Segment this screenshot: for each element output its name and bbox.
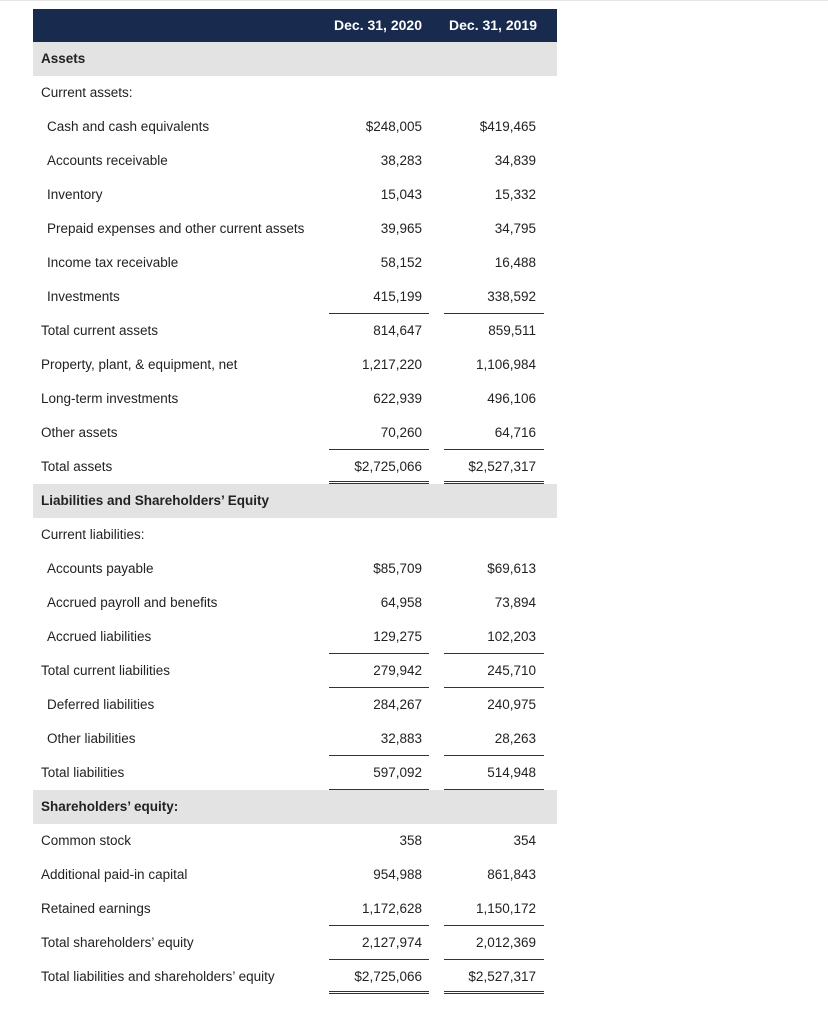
total-rule — [329, 993, 429, 994]
value-2020: $248,005 — [365, 119, 422, 134]
row-label: Accrued liabilities — [47, 629, 152, 644]
row-income-tax-receivable — [33, 246, 557, 280]
section-liabilities-equity — [33, 484, 557, 518]
value-2020: $2,725,066 — [354, 969, 422, 984]
row-label: Cash and cash equivalents — [47, 119, 210, 134]
value-2020: 284,267 — [373, 697, 422, 712]
row-label: Investments — [47, 289, 120, 304]
row-label: Accounts receivable — [47, 153, 168, 168]
value-2019: $2,527,317 — [468, 459, 536, 474]
row-label: Deferred liabilities — [47, 697, 155, 712]
value-2019: $419,465 — [479, 119, 536, 134]
header-dec-2020: Dec. 31, 2020 — [334, 17, 422, 33]
value-2019: $2,527,317 — [468, 969, 536, 984]
row-label: Total liabilities and shareholders’ equity — [41, 969, 275, 984]
value-2020: 415,199 — [373, 289, 422, 304]
header-dec-2019: Dec. 31, 2019 — [449, 17, 537, 33]
value-2019: 1,106,984 — [475, 357, 536, 372]
total-rule — [444, 991, 544, 992]
row-label: Property, plant, & equipment, net — [41, 357, 238, 372]
row-deferred-liabilities — [33, 688, 557, 722]
value-2019: 859,511 — [488, 323, 536, 338]
row-other-liabilities — [33, 722, 557, 756]
row-label: Common stock — [41, 833, 132, 848]
subheader-current-assets — [33, 76, 557, 110]
value-2020: 38,283 — [380, 153, 422, 168]
value-2019: 240,975 — [487, 697, 536, 712]
value-2020: 358 — [399, 833, 422, 848]
row-label: Total current assets — [41, 323, 159, 338]
value-2020: 39,965 — [380, 221, 422, 236]
row-label: Retained earnings — [41, 901, 151, 916]
section-shareholders-equity — [33, 790, 557, 824]
value-2019: 34,795 — [494, 221, 536, 236]
total-rule — [329, 481, 429, 482]
row-total-assets — [33, 450, 557, 484]
value-2019: 354 — [513, 833, 536, 848]
row-total-liabilities — [33, 756, 557, 790]
subheader-current-liabilities — [33, 518, 557, 552]
value-2019: 338,592 — [487, 289, 536, 304]
value-2020: 129,275 — [373, 629, 422, 644]
value-2020: 954,988 — [373, 867, 422, 882]
value-2020: 64,958 — [380, 595, 422, 610]
section-title: Assets — [41, 51, 86, 66]
value-2019: 102,203 — [487, 629, 536, 644]
row-total-current-liabilities — [33, 654, 557, 688]
row-label: Current assets: — [41, 85, 133, 100]
row-prepaid-expenses — [33, 212, 557, 246]
row-accrued-payroll — [33, 586, 557, 620]
row-accounts-receivable — [33, 144, 557, 178]
row-label: Other assets — [41, 425, 118, 440]
value-2019: 245,710 — [487, 663, 536, 678]
row-label: Current liabilities: — [41, 527, 145, 542]
value-2020: 622,939 — [373, 391, 422, 406]
row-label: Accounts payable — [47, 561, 154, 576]
total-rule — [444, 993, 544, 994]
value-2020: 15,043 — [380, 187, 422, 202]
value-2019: 514,948 — [487, 765, 536, 780]
row-cash — [33, 110, 557, 144]
row-common-stock — [33, 824, 557, 858]
value-2020: $2,725,066 — [354, 459, 422, 474]
value-2020: 597,092 — [373, 765, 422, 780]
value-2020: 32,883 — [380, 731, 422, 746]
value-2020: $85,709 — [373, 561, 422, 576]
total-rule — [444, 481, 544, 482]
value-2020: 279,942 — [373, 663, 422, 678]
row-label: Other liabilities — [47, 731, 136, 746]
value-2019: 2,012,369 — [475, 935, 536, 950]
row-other-assets — [33, 416, 557, 450]
section-title: Shareholders’ equity: — [41, 799, 179, 814]
value-2020: 814,647 — [373, 323, 422, 338]
row-label: Prepaid expenses and other current assets — [47, 221, 305, 236]
row-label: Total liabilities — [41, 765, 125, 780]
row-total-liabilities-and-equity — [33, 960, 557, 994]
row-retained-earnings — [33, 892, 557, 926]
row-label: Inventory — [47, 187, 103, 202]
row-label: Additional paid-in capital — [41, 867, 188, 882]
row-inventory — [33, 178, 557, 212]
row-label: Long-term investments — [41, 391, 179, 406]
row-label: Total shareholders’ equity — [41, 935, 194, 950]
row-label: Accrued payroll and benefits — [47, 595, 218, 610]
table-header — [33, 9, 557, 42]
value-2019: 1,150,172 — [475, 901, 536, 916]
value-2020: 1,172,628 — [361, 901, 422, 916]
section-assets — [33, 42, 557, 76]
value-2019: 496,106 — [487, 391, 536, 406]
section-title: Liabilities and Shareholders’ Equity — [41, 493, 270, 508]
row-total-shareholders-equity — [33, 926, 557, 960]
row-accrued-liabilities — [33, 620, 557, 654]
value-2019: 73,894 — [494, 595, 536, 610]
row-label: Income tax receivable — [47, 255, 179, 270]
row-ppe — [33, 348, 557, 382]
top-edge-line — [0, 0, 828, 1]
value-2019: 34,839 — [494, 153, 536, 168]
value-2020: 1,217,220 — [361, 357, 422, 372]
row-accounts-payable — [33, 552, 557, 586]
row-additional-paid-in-capital — [33, 858, 557, 892]
row-label: Total current liabilities — [41, 663, 171, 678]
row-total-current-assets — [33, 314, 557, 348]
value-2019: 15,332 — [494, 187, 536, 202]
value-2020: 70,260 — [380, 425, 422, 440]
row-long-term-investments — [33, 382, 557, 416]
row-label: Total assets — [41, 459, 113, 474]
value-2020: 2,127,974 — [361, 935, 422, 950]
row-investments — [33, 280, 557, 314]
value-2019: 64,716 — [494, 425, 536, 440]
balance-sheet-table — [33, 9, 557, 994]
value-2019: 861,843 — [487, 867, 536, 882]
value-2019: $69,613 — [487, 561, 536, 576]
value-2019: 28,263 — [494, 731, 536, 746]
value-2019: 16,488 — [494, 255, 536, 270]
value-2020: 58,152 — [380, 255, 422, 270]
total-rule — [329, 991, 429, 992]
